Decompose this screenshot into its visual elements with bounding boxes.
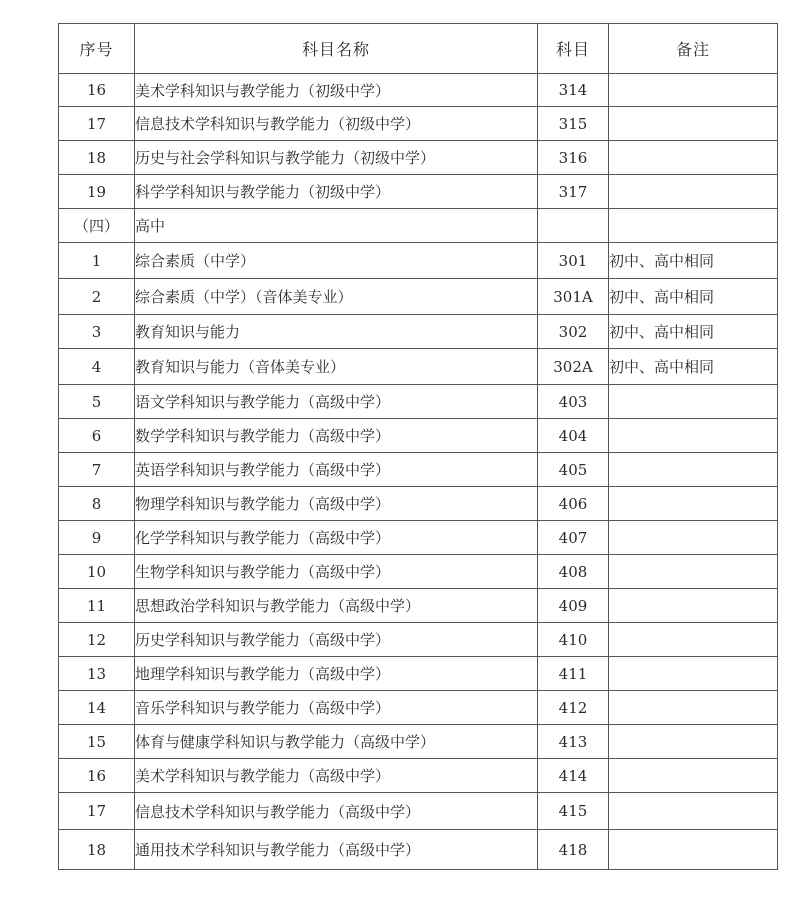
row-serial-no: 16	[59, 74, 135, 107]
row-subject-code: 413	[538, 725, 609, 759]
table-row	[59, 453, 778, 487]
row-remarks: 初中、高中相同	[609, 243, 778, 279]
row-subject-code: 418	[538, 830, 609, 870]
subject-table	[58, 23, 778, 870]
table-row	[59, 759, 778, 793]
row-subject-name: 音乐学科知识与教学能力（高级中学）	[135, 691, 538, 725]
table-row	[59, 279, 778, 315]
row-subject-name: 体育与健康学科知识与教学能力（高级中学）	[135, 725, 538, 759]
row-subject-code: 407	[538, 521, 609, 555]
row-remarks	[609, 175, 778, 209]
row-subject-name: 美术学科知识与教学能力（高级中学）	[135, 759, 538, 793]
row-subject-code: 404	[538, 419, 609, 453]
table-row	[59, 521, 778, 555]
row-subject-name: 思想政治学科知识与教学能力（高级中学）	[135, 589, 538, 623]
table-row	[59, 209, 778, 243]
table-row	[59, 141, 778, 175]
row-remarks	[609, 555, 778, 589]
row-subject-code: 301A	[538, 279, 609, 315]
row-subject-name: 高中	[135, 209, 538, 243]
row-subject-code: 408	[538, 555, 609, 589]
row-subject-code: 406	[538, 487, 609, 521]
row-subject-code	[538, 209, 609, 243]
row-serial-no: 4	[59, 349, 135, 385]
row-remarks	[609, 385, 778, 419]
row-subject-code: 302A	[538, 349, 609, 385]
row-serial-no: 3	[59, 315, 135, 349]
header-remarks: 备注	[609, 24, 778, 74]
row-remarks	[609, 589, 778, 623]
row-serial-no: 12	[59, 623, 135, 657]
row-subject-code: 317	[538, 175, 609, 209]
row-subject-code: 411	[538, 657, 609, 691]
row-subject-name: 综合素质（中学）（音体美专业）	[135, 279, 538, 315]
row-serial-no: 6	[59, 419, 135, 453]
row-serial-no: 18	[59, 141, 135, 175]
row-subject-code: 316	[538, 141, 609, 175]
row-remarks	[609, 209, 778, 243]
row-serial-no: 16	[59, 759, 135, 793]
row-subject-name: 信息技术学科知识与教学能力（高级中学）	[135, 793, 538, 830]
row-subject-name: 科学学科知识与教学能力（初级中学）	[135, 175, 538, 209]
row-subject-name: 地理学科知识与教学能力（高级中学）	[135, 657, 538, 691]
row-serial-no: 2	[59, 279, 135, 315]
table-row	[59, 657, 778, 691]
row-remarks	[609, 691, 778, 725]
row-serial-no: 14	[59, 691, 135, 725]
table-row	[59, 725, 778, 759]
row-serial-no: 9	[59, 521, 135, 555]
row-remarks: 初中、高中相同	[609, 349, 778, 385]
row-remarks: 初中、高中相同	[609, 279, 778, 315]
row-subject-code: 409	[538, 589, 609, 623]
row-subject-name: 物理学科知识与教学能力（高级中学）	[135, 487, 538, 521]
header-serial-no: 序号	[59, 24, 135, 74]
row-serial-no: 1	[59, 243, 135, 279]
table-row	[59, 555, 778, 589]
row-subject-name: 信息技术学科知识与教学能力（初级中学）	[135, 107, 538, 141]
table-body	[59, 74, 778, 870]
row-subject-code: 314	[538, 74, 609, 107]
row-remarks	[609, 623, 778, 657]
row-remarks	[609, 759, 778, 793]
table-row	[59, 487, 778, 521]
table-row	[59, 175, 778, 209]
row-subject-code: 410	[538, 623, 609, 657]
row-subject-name: 语文学科知识与教学能力（高级中学）	[135, 385, 538, 419]
row-subject-name: 数学学科知识与教学能力（高级中学）	[135, 419, 538, 453]
table-row	[59, 349, 778, 385]
row-serial-no: 5	[59, 385, 135, 419]
row-subject-code: 403	[538, 385, 609, 419]
row-subject-code: 412	[538, 691, 609, 725]
row-subject-name: 综合素质（中学）	[135, 243, 538, 279]
row-serial-no: 17	[59, 107, 135, 141]
row-serial-no: 13	[59, 657, 135, 691]
row-remarks	[609, 725, 778, 759]
table-header-row	[59, 24, 778, 74]
row-remarks	[609, 453, 778, 487]
table-row	[59, 419, 778, 453]
row-subject-code: 315	[538, 107, 609, 141]
row-remarks	[609, 793, 778, 830]
row-remarks	[609, 521, 778, 555]
row-subject-code: 405	[538, 453, 609, 487]
row-subject-name: 历史与社会学科知识与教学能力（初级中学）	[135, 141, 538, 175]
table-row	[59, 623, 778, 657]
row-serial-no: 15	[59, 725, 135, 759]
row-subject-name: 英语学科知识与教学能力（高级中学）	[135, 453, 538, 487]
table-row	[59, 793, 778, 830]
table-row	[59, 691, 778, 725]
row-subject-name: 化学学科知识与教学能力（高级中学）	[135, 521, 538, 555]
row-remarks	[609, 657, 778, 691]
table-row	[59, 74, 778, 107]
row-serial-no: 10	[59, 555, 135, 589]
row-remarks	[609, 487, 778, 521]
table-row	[59, 243, 778, 279]
row-serial-no: 19	[59, 175, 135, 209]
table-row	[59, 107, 778, 141]
row-subject-code: 415	[538, 793, 609, 830]
table-row	[59, 385, 778, 419]
table-row	[59, 830, 778, 870]
row-remarks	[609, 141, 778, 175]
row-serial-no: 8	[59, 487, 135, 521]
header-subject-code: 科目	[538, 24, 609, 74]
row-subject-code: 302	[538, 315, 609, 349]
row-serial-no: 17	[59, 793, 135, 830]
row-subject-name: 教育知识与能力（音体美专业）	[135, 349, 538, 385]
row-serial-no: 7	[59, 453, 135, 487]
row-subject-code: 414	[538, 759, 609, 793]
row-subject-name: 通用技术学科知识与教学能力（高级中学）	[135, 830, 538, 870]
row-serial-no: 11	[59, 589, 135, 623]
row-serial-no: （四）	[59, 209, 135, 243]
table-row	[59, 315, 778, 349]
row-subject-name: 生物学科知识与教学能力（高级中学）	[135, 555, 538, 589]
row-serial-no: 18	[59, 830, 135, 870]
row-subject-name: 美术学科知识与教学能力（初级中学）	[135, 74, 538, 107]
row-remarks	[609, 107, 778, 141]
row-subject-name: 教育知识与能力	[135, 315, 538, 349]
row-subject-name: 历史学科知识与教学能力（高级中学）	[135, 623, 538, 657]
row-remarks	[609, 419, 778, 453]
row-subject-code: 301	[538, 243, 609, 279]
table-row	[59, 589, 778, 623]
row-remarks	[609, 830, 778, 870]
header-subject-name: 科目名称	[135, 24, 538, 74]
row-remarks	[609, 74, 778, 107]
row-remarks: 初中、高中相同	[609, 315, 778, 349]
